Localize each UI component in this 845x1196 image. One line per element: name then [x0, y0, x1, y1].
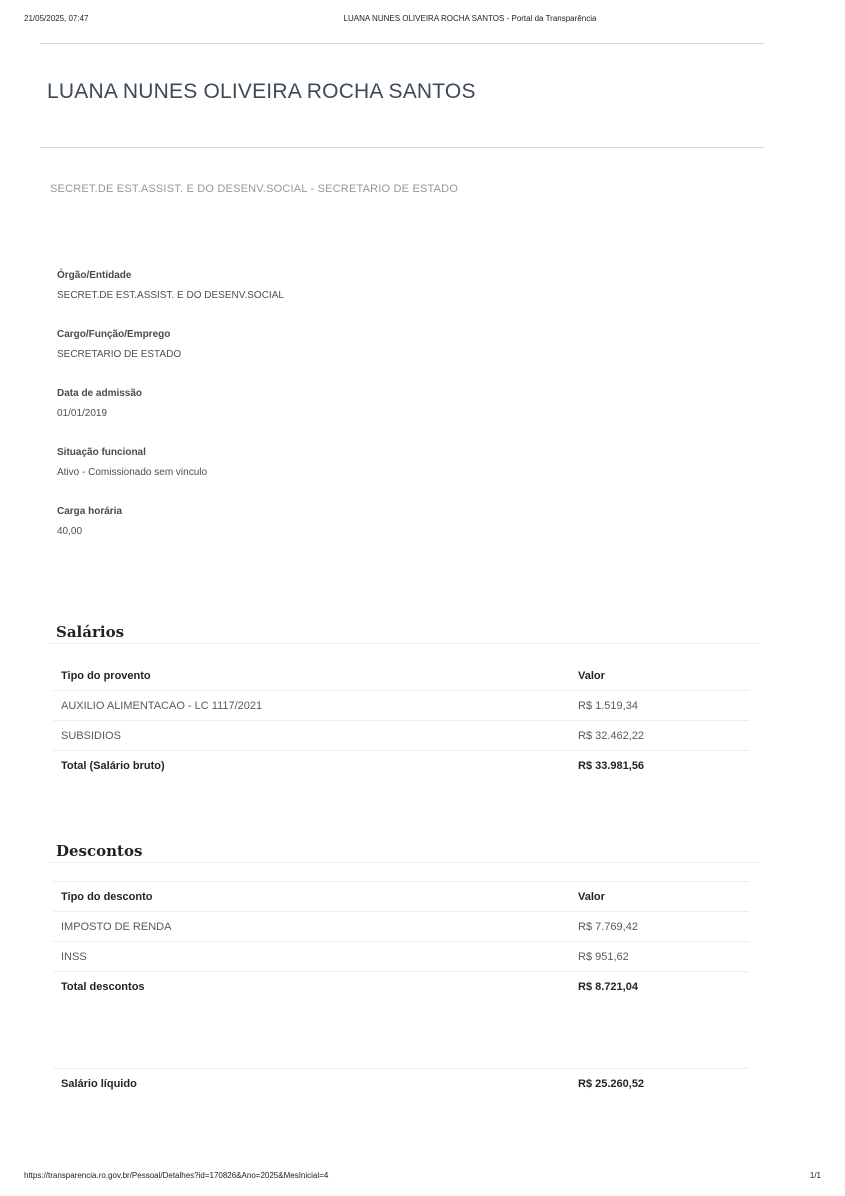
salario-liquido-value: R$ 25.260,52	[578, 1078, 645, 1090]
descontos-table	[53, 881, 749, 1001]
column-header-valor: Valor	[578, 891, 605, 903]
cell-tipo: AUXILIO ALIMENTACAO - LC 1117/2021	[61, 700, 263, 712]
info-value: 40,00	[57, 526, 83, 537]
salario-liquido-row	[53, 1068, 749, 1098]
info-cargo	[57, 329, 284, 388]
info-label: Cargo/Função/Emprego	[57, 329, 171, 340]
cell-valor: R$ 951,62	[578, 951, 629, 963]
print-datetime: 21/05/2025, 07:47	[24, 14, 89, 23]
salarios-heading: Salários	[56, 623, 125, 641]
cell-tipo: IMPOSTO DE RENDA	[61, 921, 172, 933]
print-page-title: LUANA NUNES OLIVEIRA ROCHA SANTOS - Portal da Transparência	[343, 14, 597, 23]
salarios-table	[53, 661, 749, 780]
info-carga	[57, 506, 284, 565]
info-orgao	[57, 270, 284, 329]
column-header-valor: Valor	[578, 670, 605, 682]
page-subtitle: SECRET.DE EST.ASSIST. E DO DESENV.SOCIAL - SECRETARIO DE ESTADO	[50, 183, 459, 195]
table-header-row	[53, 661, 749, 690]
table-total-row	[53, 750, 749, 780]
total-label: Total descontos	[61, 981, 145, 993]
employee-info	[57, 270, 284, 565]
cell-valor: R$ 7.769,42	[578, 921, 638, 933]
page-title: LUANA NUNES OLIVEIRA ROCHA SANTOS	[47, 80, 476, 103]
column-header-tipo: Tipo do desconto	[61, 891, 153, 903]
info-value: 01/01/2019	[57, 408, 108, 419]
total-value: R$ 33.981,56	[578, 760, 645, 772]
column-header-tipo: Tipo do provento	[61, 670, 151, 682]
salarios-divider	[48, 643, 760, 644]
cell-tipo: SUBSIDIOS	[61, 730, 121, 742]
table-row	[53, 720, 749, 750]
title-divider	[40, 147, 764, 148]
table-header-row	[53, 881, 749, 911]
info-label: Data de admissão	[57, 388, 143, 399]
table-row	[53, 911, 749, 941]
print-page-count: 1/1	[809, 1171, 821, 1180]
info-value: Ativo - Comissionado sem vinculo	[57, 467, 208, 478]
descontos-divider	[48, 862, 760, 863]
info-label: Carga horária	[57, 506, 123, 517]
salario-liquido-label: Salário líquido	[61, 1078, 137, 1090]
info-value: SECRET.DE EST.ASSIST. E DO DESENV.SOCIAL	[57, 290, 284, 301]
info-label: Situação funcional	[57, 447, 146, 458]
cell-valor: R$ 32.462,22	[578, 730, 645, 742]
info-situacao	[57, 447, 284, 506]
cell-valor: R$ 1.519,34	[578, 700, 638, 712]
table-row	[53, 941, 749, 971]
total-value: R$ 8.721,04	[578, 981, 638, 993]
print-url: https://transparencia.ro.gov.br/Pessoal/Detalhes?id=170826&Ano=2025&MesInicial=4	[24, 1171, 329, 1180]
cell-tipo: INSS	[61, 951, 87, 963]
table-row	[53, 690, 749, 720]
table-total-row	[53, 971, 749, 1001]
top-divider	[40, 43, 764, 44]
info-label: Órgão/Entidade	[57, 270, 132, 281]
descontos-heading: Descontos	[56, 842, 143, 860]
info-admissao	[57, 388, 284, 447]
total-label: Total (Salário bruto)	[61, 760, 165, 772]
info-value: SECRETARIO DE ESTADO	[57, 349, 182, 360]
